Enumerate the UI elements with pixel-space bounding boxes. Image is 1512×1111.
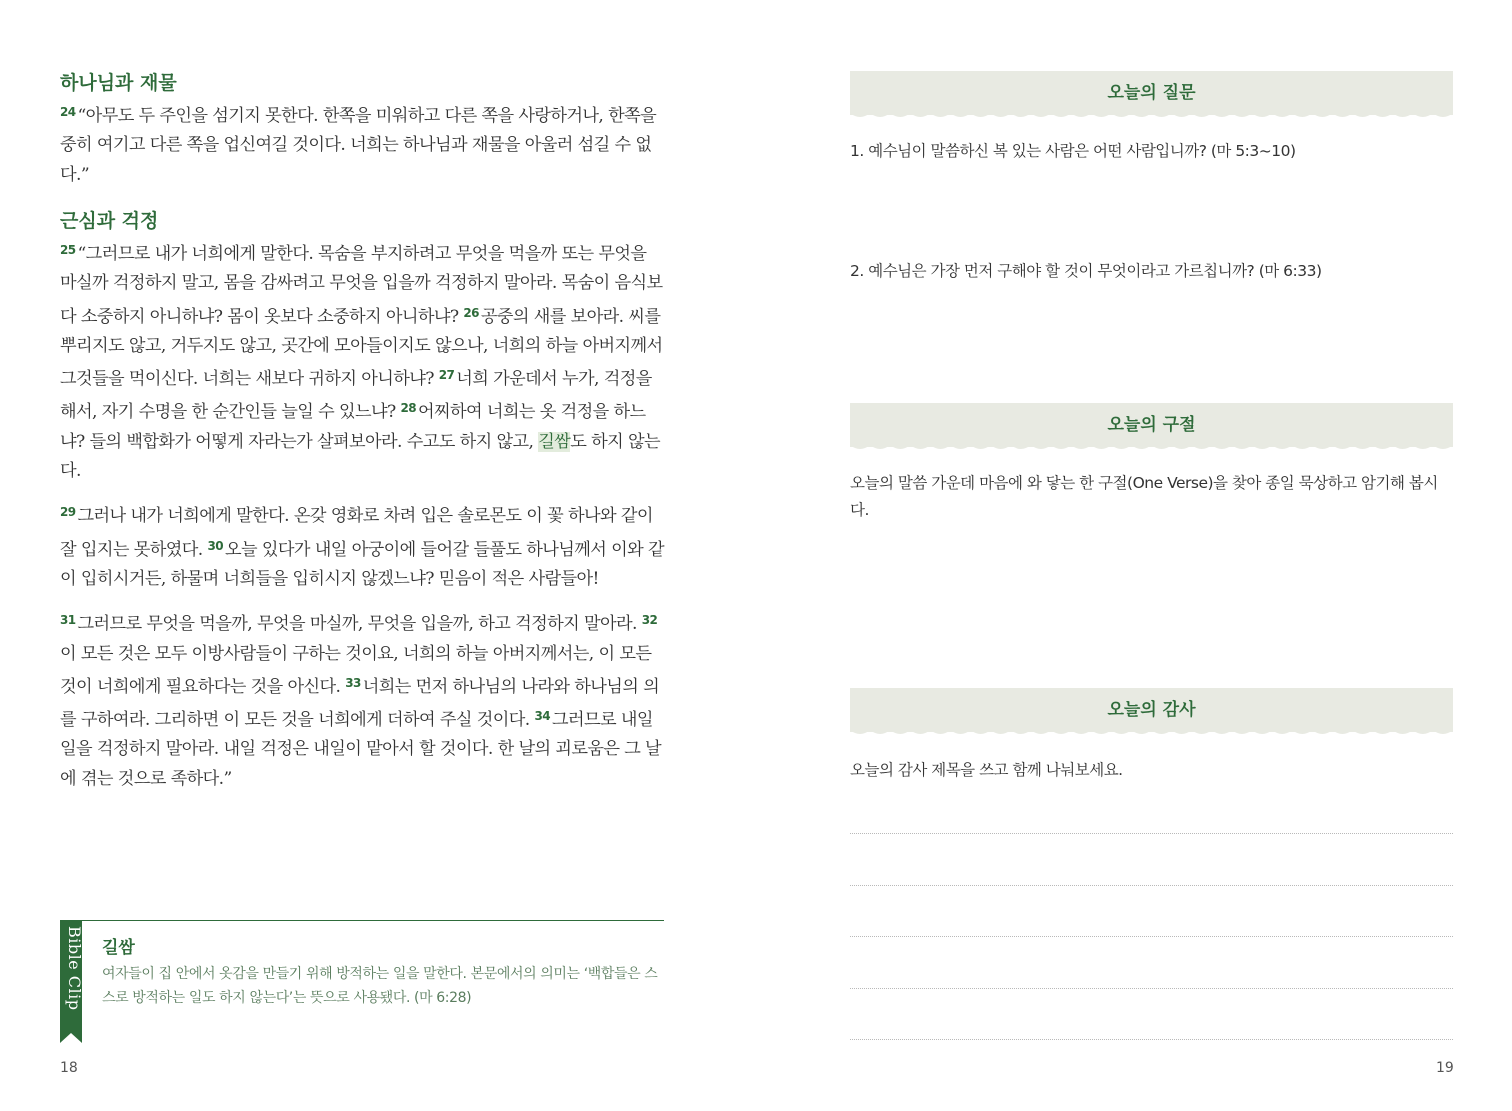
writing-line[interactable] [850,936,1453,937]
verse-text: 너희는 먼저 하나님의 나라와 하나님의 의를 구하여라. 그리하면 이 모든 것을 너희에게 더하여 주실 것이다. [60,676,660,731]
verse-number: 25 [60,243,76,257]
section-body-money [60,98,664,190]
verse-text: 그러므로 무엇을 먹을까, 무엇을 마실까, 무엇을 입을까, 하고 걱정하지 말아라. [77,614,637,635]
bible-clip-description: 여자들이 집 안에서 옷감을 만들기 위해 방적하는 일을 말한다. 본문에서의 의미는 ‘백합들은 스스로 방적하는 일도 하지 않는다’는 뜻으로 사용됐다. (마 6:28) [102,966,658,1006]
verse-title: 오늘의 구절 [1107,415,1196,435]
thanks-instruction: 오늘의 감사 제목을 쓰고 함께 나눠보세요. [850,761,1123,779]
section-heading-worry: 근심과 걱정 [60,210,159,232]
question-1: 1. 예수님이 말씀하신 복 있는 사람은 어떤 사람입니까? (마 5:3~10) [850,142,1296,160]
verse-text: 그러므로 내일 일을 걱정하지 말아라. 내일 걱정은 내일이 맡아서 할 것이다. 한 날의 괴로움은 그 날에 겪는 것으로 족하다.” [60,710,662,789]
scripture-paragraph [60,98,664,190]
verse-number: 31 [60,613,76,628]
thanks-title: 오늘의 감사 [1107,700,1196,720]
section-body-worry [60,236,664,794]
writing-line[interactable] [850,885,1453,886]
verse-text: 이 모든 것은 모두 이방사람들이 구하는 것이요, 너희의 하늘 아버지께서는, 이 모든 것이 너희에게 필요하다는 것을 아신다. [60,643,652,697]
question-2: 2. 예수님은 가장 먼저 구해야 할 것이 무엇이라고 가르칩니까? (마 6:33) [850,262,1322,280]
section-heading-money: 하나님과 재물 [60,72,177,94]
verse-text: 어찌하여 너희는 옷 걱정을 하느냐? 들의 백합화가 어떻게 자라는가 살펴보아라. 수고도 하지 않고, [60,402,646,452]
writing-line[interactable] [850,988,1453,989]
verse-text: “아무도 두 주인을 섬기지 못한다. 한쪽을 미워하고 다른 쪽을 사랑하거나, 한쪽을 중히 여기고 다른 쪽을 업신여길 것이다. 너희는 하나님과 재물을 아울러 섬길 수 없다.” [60,106,657,185]
scripture-paragraph [60,236,664,486]
verse-text: 도 하지 않는다. [60,431,660,482]
verse-text: 오늘 있다가 내일 아궁이에 들어갈 들풀도 하나님께서 이와 같이 입히시거든, 하물며 너희들을 입히시지 않겠느냐? 믿음이 적은 사람들아! [60,539,664,589]
questions-header-band [850,71,1453,115]
questions-title: 오늘의 질문 [1107,83,1196,103]
glossary-highlight[interactable]: 길쌈 [538,431,571,452]
scripture-paragraph [60,606,664,794]
bible-clip-tag: Bible Clip [65,926,84,1011]
verse-number: 29 [60,505,76,520]
page-number-right: 19 [1436,1060,1454,1076]
verse-text: “그러므로 내가 너희에게 말한다. 목숨을 부지하려고 무엇을 먹을까 또는 무엇을 마실까 걱정하지 말고, 몸을 감싸려고 무엇을 입을까 걱정하지 말아라. 목숨이 음식보다 소중하지 아니하냐? 몸이 옷보다 소중하지 아니하냐? [60,244,663,327]
scallop-edge-icon [850,113,1453,121]
verse-number: 33 [345,675,361,690]
thanks-header-band [850,688,1453,732]
verse-number: 28 [400,401,416,416]
bible-clip-divider [60,920,664,921]
verse-header-band [850,403,1453,447]
scripture-paragraph [60,498,664,594]
verse-text: 너희 가운데서 누가, 걱정을 해서, 자기 수명을 한 순간인들 늘일 수 있느냐? [60,369,652,423]
writing-line[interactable] [850,1039,1453,1040]
scallop-edge-icon [850,445,1453,453]
verse-text: 그러나 내가 너희에게 말한다. 온갖 영화로 차려 입은 솔로몬도 이 꽃 하나와 같이 잘 입지는 못하였다. [60,506,653,560]
writing-line[interactable] [850,833,1453,834]
verse-instruction: 오늘의 말씀 가운데 마음에 와 닿는 한 구절(One Verse)을 찾아 종일 묵상하고 암기해 봅시다. [850,474,1438,519]
verse-number: 30 [207,538,223,553]
verse-number: 27 [438,368,455,383]
verse-text: 공중의 새를 보아라. 씨를 뿌리지도 않고, 거두지도 않고, 곳간에 모아들이지도 않으나, 너희의 하늘 아버지께서 그것들을 먹이신다. 너희는 새보다 귀하지 아니하냐? [60,306,663,390]
page-number-left: 18 [60,1060,78,1076]
verse-number: 34 [534,709,550,724]
bible-clip-title: 길쌈 [102,938,135,958]
verse-number: 32 [641,613,658,628]
scallop-edge-icon [850,730,1453,738]
verse-number: 26 [463,305,479,320]
verse-number: 24 [60,105,76,119]
